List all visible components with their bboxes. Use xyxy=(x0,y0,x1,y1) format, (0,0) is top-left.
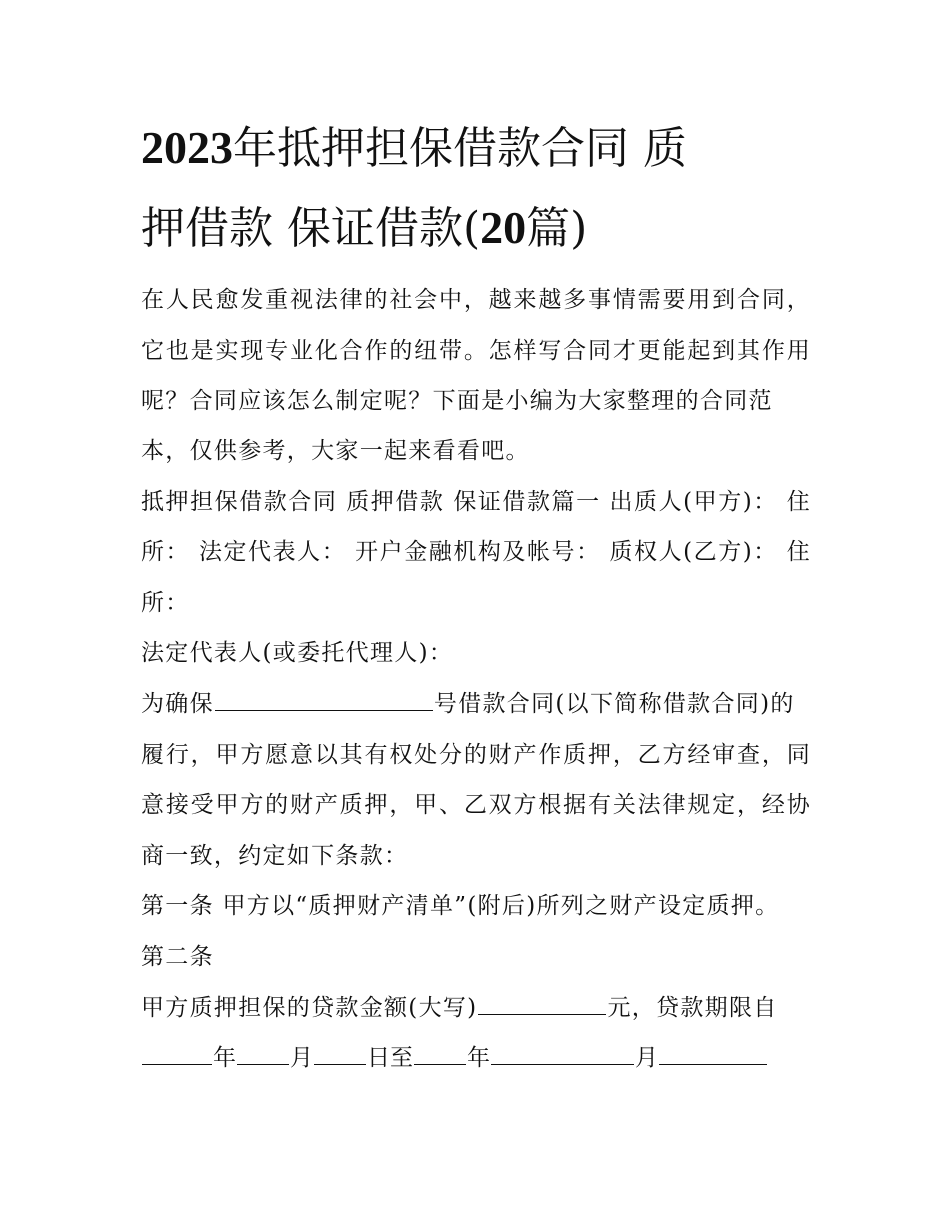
article-2-heading: 第二条 xyxy=(141,944,214,970)
title-text-2: 押借款 保证借款( xyxy=(141,203,481,254)
year-label: 年 xyxy=(213,1045,236,1071)
guarantee-suffix: 号借款合同(以下简称借款合同)的 xyxy=(433,691,795,717)
loan-amount-blank xyxy=(478,994,606,1015)
start-day-blank xyxy=(314,1044,366,1065)
article-1: 第一条 甲方以“质押财产清单”(附后)所列之财产设定质押。 xyxy=(141,893,780,919)
loan-date-line xyxy=(141,1043,768,1073)
document-title-line-2 xyxy=(141,202,587,255)
end-month-blank xyxy=(491,1044,634,1065)
end-day-blank xyxy=(659,1044,767,1065)
month-label: 月 xyxy=(290,1045,313,1071)
loan-amount-line xyxy=(141,993,778,1023)
representative-line: 法定代表人(或委托代理人)： xyxy=(141,640,454,666)
title-year: 2023 xyxy=(141,122,233,173)
loan-amount-label: 甲方质押担保的贷款金额(大写) xyxy=(141,995,478,1021)
contract-number-blank xyxy=(215,690,433,711)
loan-term-label: 元，贷款期限自 xyxy=(607,995,778,1021)
day-to-label: 日至 xyxy=(367,1045,413,1071)
title-text-3: 篇) xyxy=(526,203,588,254)
intro-line-2: 它也是实现专业化合作的纽带。怎样写合同才更能起到其作用 xyxy=(141,338,811,364)
title-text-1: 年抵押担保借款合同 质 xyxy=(233,123,687,174)
party-info-line: 所： 法定代表人： 开户金融机构及帐号： 质权人(乙方)： 住 xyxy=(141,539,811,565)
year-label-2: 年 xyxy=(467,1045,490,1071)
guarantee-prefix: 为确保 xyxy=(141,691,214,717)
body-line-8: 商一致，约定如下条款： xyxy=(141,843,409,869)
section-heading-line: 抵押担保借款合同 质押借款 保证借款篇一 出质人(甲方)： 住 xyxy=(141,489,811,515)
address-line: 所： xyxy=(141,590,190,616)
guarantee-line xyxy=(141,689,795,719)
intro-line-1: 在人民愈发重视法律的社会中，越来越多事情需要用到合同， xyxy=(141,287,811,313)
title-count: 20 xyxy=(480,202,527,253)
start-year-blank xyxy=(142,1044,212,1065)
intro-line-4: 本，仅供参考，大家一起来看看吧。 xyxy=(141,438,530,464)
body-line-6: 履行，甲方愿意以其有权处分的财产作质押，乙方经审查，同 xyxy=(141,742,811,768)
document-title-line-1 xyxy=(141,122,687,175)
start-month-blank xyxy=(237,1044,289,1065)
body-line-7: 意接受甲方的财产质押，甲、乙双方根据有关法律规定，经协 xyxy=(141,792,811,818)
end-year-blank xyxy=(414,1044,466,1065)
intro-line-3: 呢？合同应该怎么制定呢？下面是小编为大家整理的合同范 xyxy=(141,388,773,414)
month-label-2: 月 xyxy=(635,1045,658,1071)
